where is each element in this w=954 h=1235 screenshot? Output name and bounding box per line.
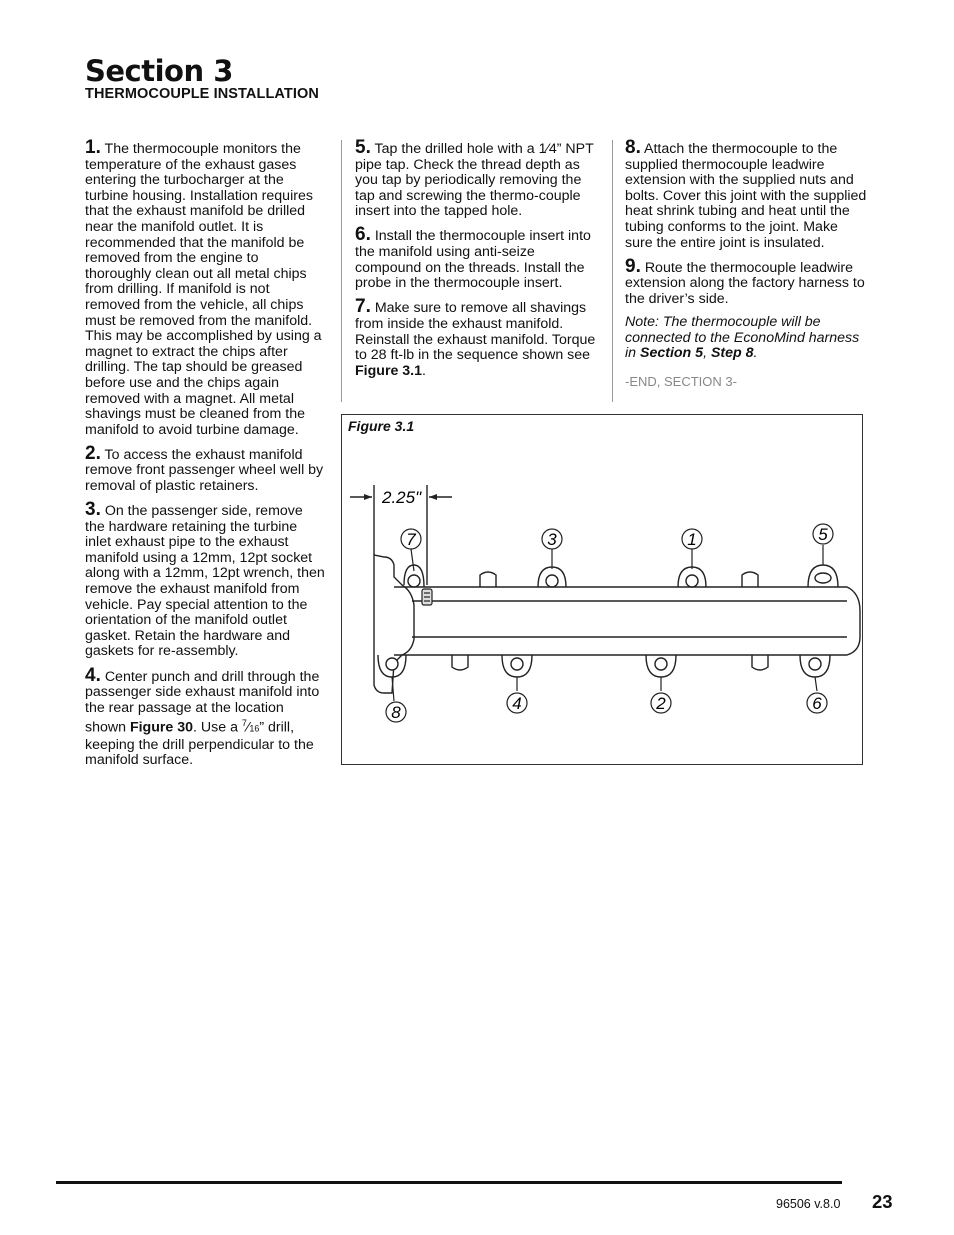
callout-2 (651, 693, 671, 713)
footer-rule (56, 1181, 842, 1184)
figure-3-1 (341, 414, 863, 765)
step-number: 6. (355, 224, 371, 246)
step-number: 5. (355, 137, 371, 158)
note-text: Note: The thermocouple will be connected to the EconoMind harness in (625, 313, 860, 362)
figure-label: Figure 3.1 (348, 418, 415, 434)
callout-6 (807, 693, 827, 713)
callout-5 (813, 524, 833, 544)
fraction-denominator: 16 (249, 724, 260, 735)
column-divider-1 (341, 140, 342, 402)
step-2 (85, 442, 325, 495)
figure-reference: Figure 30 (129, 720, 194, 737)
svg-text:1: 1 (687, 530, 697, 549)
column-divider-2 (612, 140, 613, 402)
figure-reference: Figure 3.1 (355, 362, 423, 379)
callout-8 (386, 702, 406, 722)
step-text: The thermocouple monitors the temperature of the exhaust gases entering the turbocharger at the turbine housing. Installation requires that the exhaust manifold be drilled near the manifold outlet. It is recommended that the manifold be removed from the engine to thoroughly clean out all metal chips from drilling. If manifold is not removed from the vehicle, all chips must be removed from the manifold. This may be accomplished by using a magnet to extract the chips after drilling. The tap should be greased before use and the chips again removed with a magnet. All metal shavings must be cleaned from the manifold to avoid turbine damage. (85, 141, 322, 438)
step-text: On the passenger side, remove the hardware retaining the turbine inlet exhaust pipe to the exhaust manifold using a 12mm, 12pt socket along with a 12mm, 12pt wrench, then remove the exhaust manifold from vehicle. Pay special attention to the orientation of the manifold outlet gasket. Retain the hardware and gaskets for re-assembly. (85, 503, 325, 660)
step-5 (355, 137, 601, 220)
step-text: To access the exhaust manifold remove front passenger wheel well by removal of plastic retainers. (85, 446, 324, 494)
step-number: 4. (85, 664, 101, 686)
end-marker: -END, SECTION 3- (625, 373, 737, 389)
arrowhead-left (364, 494, 372, 500)
step-number: 2. (85, 442, 101, 464)
svg-text:6: 6 (812, 694, 822, 713)
step-number: 9. (625, 255, 641, 277)
manifold-outline (374, 555, 860, 693)
arrowhead-right (429, 494, 437, 500)
page-title: Section 3 (85, 54, 233, 88)
column-2 (355, 137, 601, 387)
thermocouple-probe (422, 589, 432, 605)
note-text: . (753, 345, 758, 362)
section-subtitle: THERMOCOUPLE INSTALLATION (85, 86, 319, 102)
dimension-label: 2.25" (382, 488, 422, 507)
callout-1 (682, 529, 702, 549)
svg-text:3: 3 (547, 530, 557, 549)
step-text: Attach the thermocouple to the supplied thermocouple leadwire extension with the supplied nuts and bolts. Cover this joint with the supplied heat shrink tubing and heat until the tubing conforms to the joint. Make sure the entire joint is insulated. (625, 141, 867, 251)
step-number: 8. (625, 137, 641, 158)
fraction-slash: ⁄ (246, 720, 250, 737)
step-1 (85, 137, 325, 438)
page-number: 23 (872, 1191, 893, 1212)
step-number: 7. (355, 296, 371, 318)
step-text: . (422, 362, 426, 379)
step-text: . Use a (193, 720, 242, 737)
column-1 (85, 137, 325, 776)
step-text: ” drill, keeping the drill perpendicular to the manifold surface. (85, 720, 314, 769)
leader-lines (392, 545, 823, 701)
callout-3 (542, 529, 562, 549)
step-text: Install the thermocouple insert into the manifold using anti-seize compound on the threads. Install the probe in the thermocouple insert. (355, 228, 591, 292)
step-text: Tap the drilled hole with a (374, 141, 539, 157)
note-separator: , (703, 345, 711, 362)
column-3 (625, 137, 869, 397)
svg-text:8: 8 (391, 703, 401, 722)
svg-text:5: 5 (818, 525, 828, 544)
step-8 (625, 137, 869, 251)
step-7 (355, 296, 601, 379)
svg-text:7: 7 (406, 530, 416, 549)
callout-7 (401, 529, 421, 549)
document-version: 96506 v.8.0 (776, 1197, 841, 1211)
step-text: Route the thermocouple leadwire extension along the factory harness to the driver’s side. (625, 259, 865, 307)
step-number: 1. (85, 137, 101, 158)
step-text: Center punch and drill through the passenger side exhaust manifold into the rear passage at the location shown (85, 668, 320, 737)
step-4 (85, 664, 325, 769)
svg-text:4: 4 (512, 694, 522, 713)
step-reference: Step 8 (710, 345, 754, 362)
step-6 (355, 224, 601, 292)
callout-4 (507, 693, 527, 713)
note (625, 315, 869, 362)
fraction-numerator: 7 (241, 718, 247, 729)
svg-text:2: 2 (656, 694, 666, 713)
step-text: ” NPT pipe tap. Check the thread depth as you tap by periodically removing the tap and screwing the thermo-couple insert into the tapped hole. (355, 141, 594, 220)
step-text: Make sure to remove all shavings from inside the exhaust manifold. Reinstall the exhaust manifold. Torque to 28 ft-lb in the sequence shown see (355, 300, 596, 364)
step-number: 3. (85, 499, 101, 521)
step-3 (85, 499, 325, 660)
fraction: 1⁄4 (538, 141, 557, 157)
step-9 (625, 255, 869, 308)
manifold-diagram (342, 415, 862, 764)
section-reference: Section 5 (639, 345, 704, 362)
